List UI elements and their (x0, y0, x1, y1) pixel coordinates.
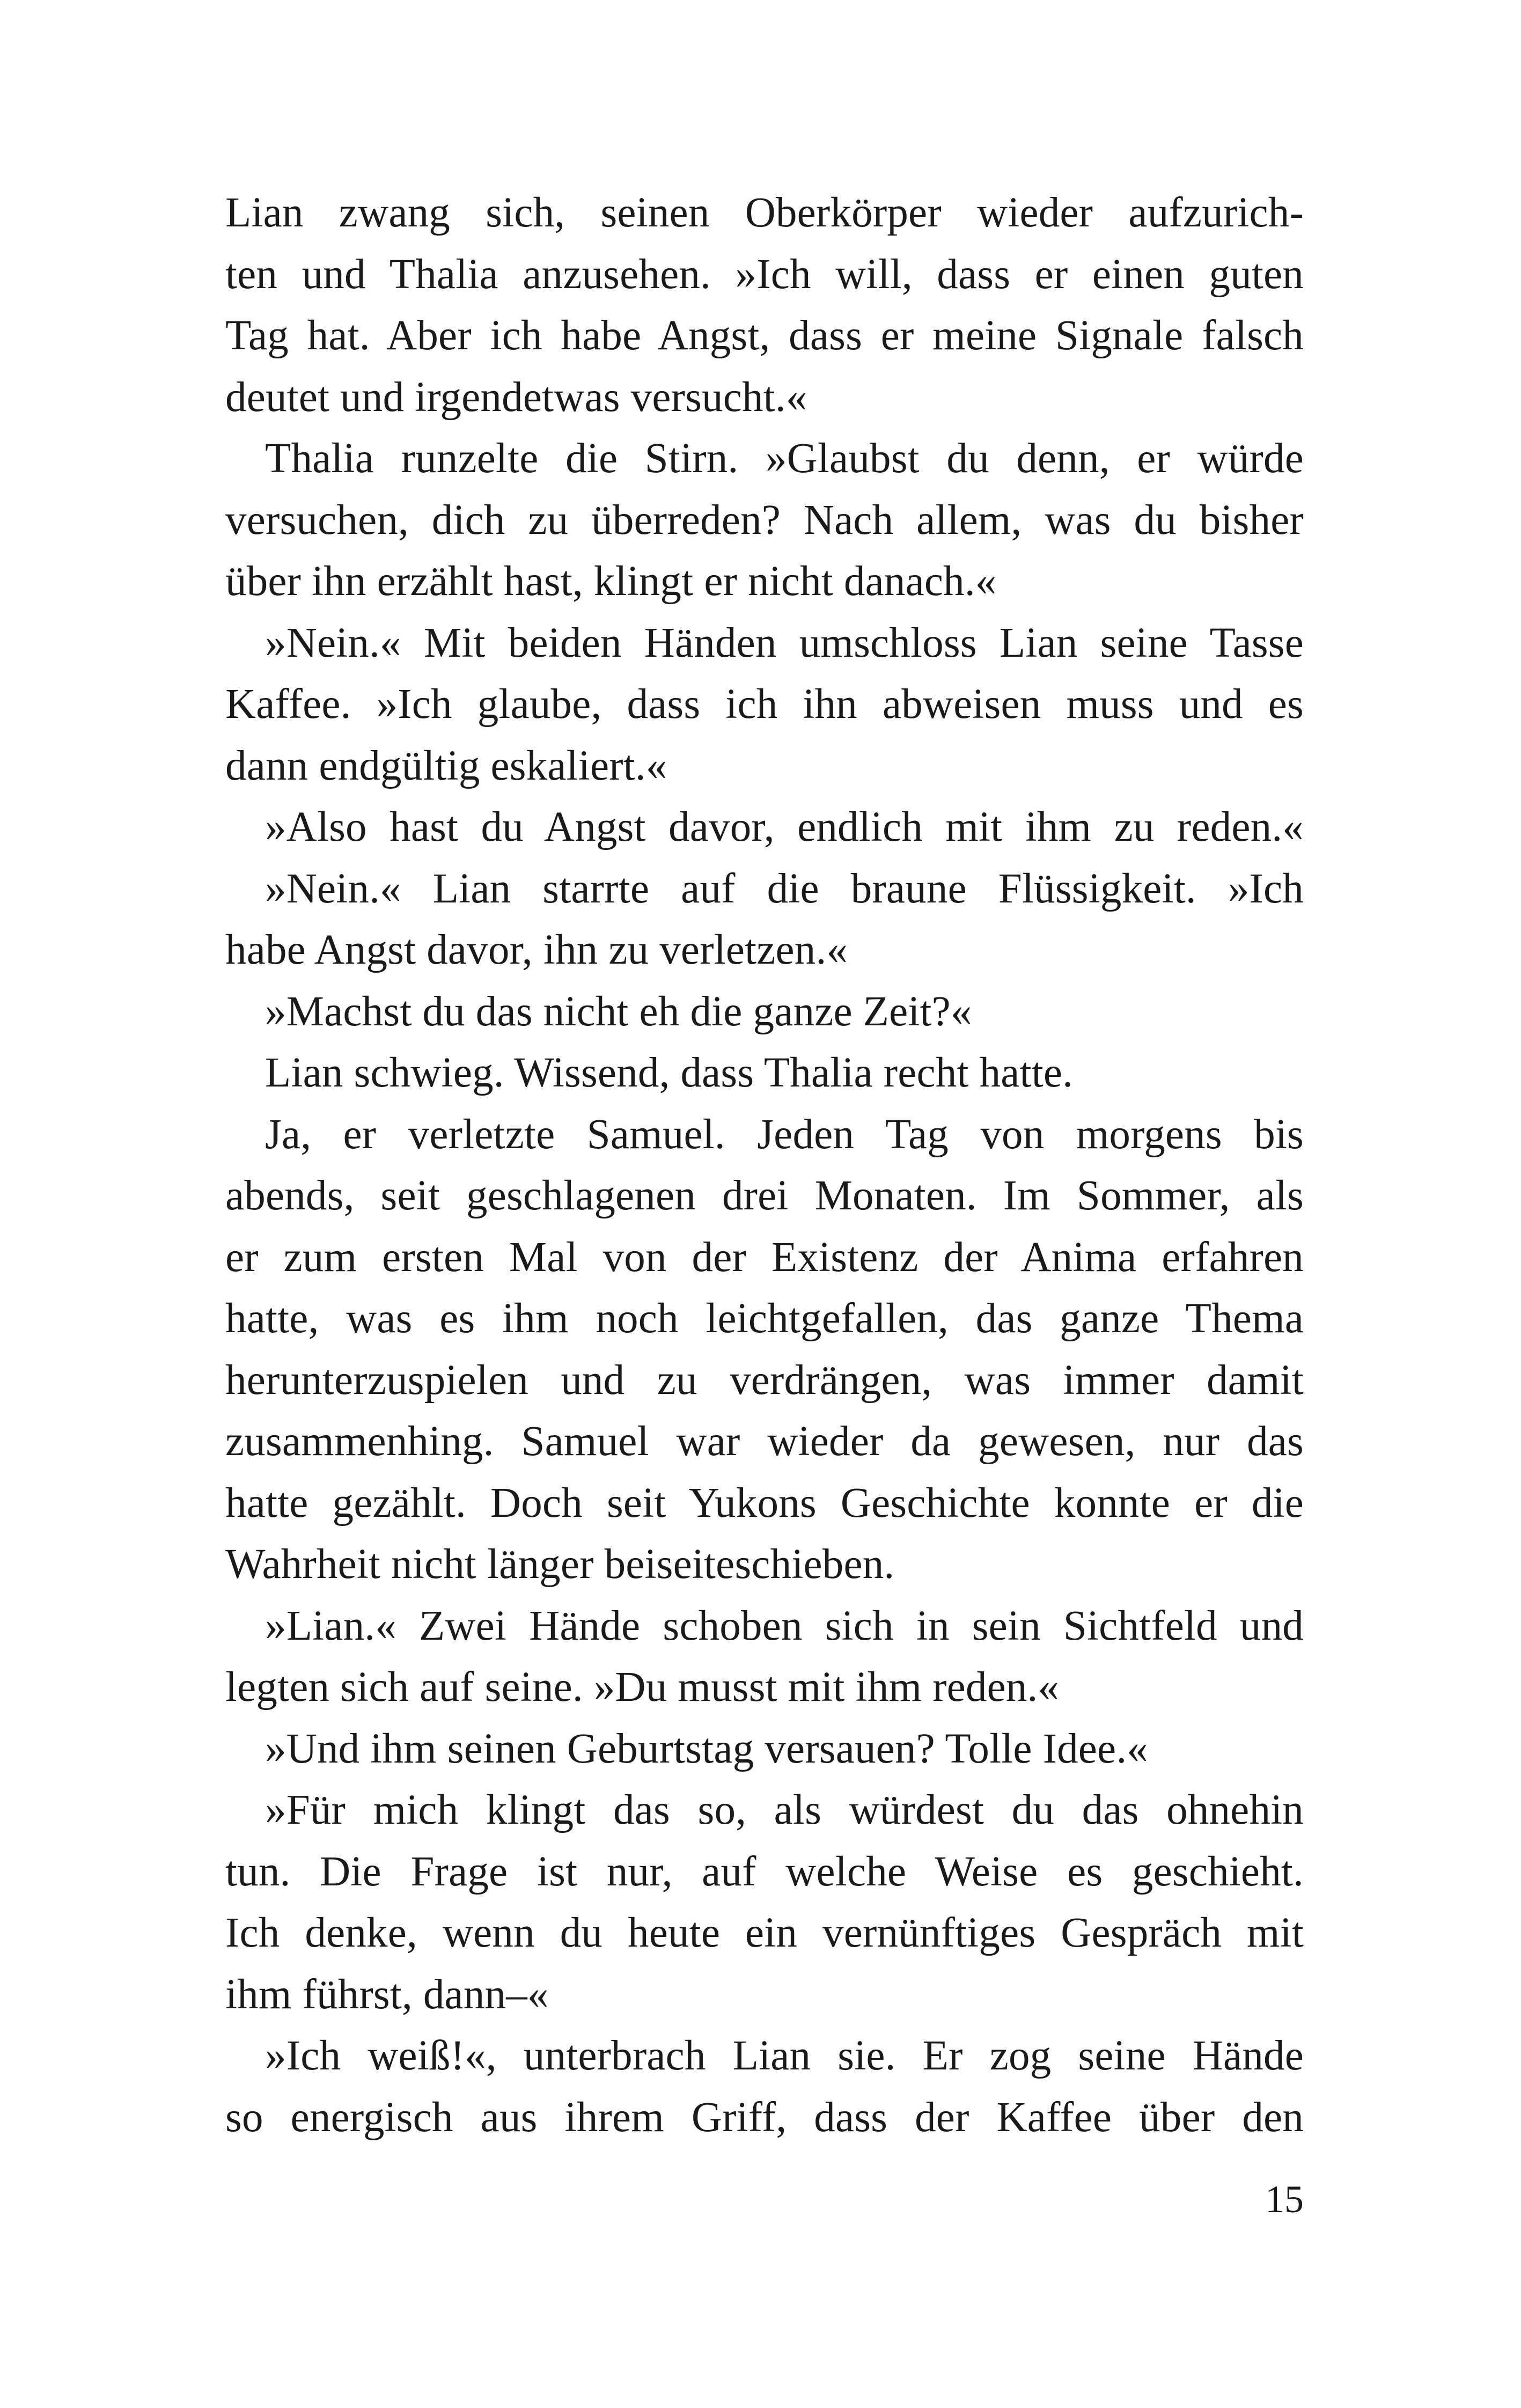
text-line: »Lian.« Zwei Hände schoben sich in sein Sichtfeld und (265, 1602, 1304, 1649)
text-line: tun. Die Frage ist nur, auf welche Weise es geschieht. (225, 1848, 1304, 1895)
text-line: herunterzuspielen und zu verdrängen, was immer damit (225, 1356, 1304, 1404)
text-line: zusammenhing. Samuel war wieder da gewesen, nur das (225, 1418, 1304, 1465)
text-line: hatte, was es ihm noch leichtgefallen, das ganze Thema (225, 1295, 1304, 1342)
text-line: »Ich weiß!«, unterbrach Lian sie. Er zog seine Hände (265, 2032, 1304, 2079)
text-line: ten und Thalia anzusehen. »Ich will, dass er einen guten (225, 251, 1304, 298)
text-line: Lian zwang sich, seinen Oberkörper wieder aufzurich- (225, 189, 1304, 236)
text-line: »Und ihm seinen Geburtstag versauen? Tolle Idee.« (265, 1725, 1148, 1772)
text-line: Tag hat. Aber ich habe Angst, dass er meine Signale falsch (225, 312, 1304, 359)
page-number: 15 (1265, 2178, 1304, 2221)
text-line: dann endgültig eskaliert.« (225, 742, 667, 789)
text-line: legten sich auf seine. »Du musst mit ihm reden.« (225, 1664, 1060, 1710)
text-line: habe Angst davor, ihn zu verletzen.« (225, 927, 848, 973)
text-line: »Nein.« Lian starrte auf die braune Flüssigkeit. »Ich (265, 865, 1304, 912)
text-line: deutet und irgendetwas versucht.« (225, 373, 807, 421)
text-line: Wahrheit nicht länger beiseiteschieben. (225, 1541, 895, 1588)
text-line: hatte gezählt. Doch seit Yukons Geschichte konnte er die (225, 1479, 1304, 1526)
text-line: über ihn erzählt hast, klingt er nicht danach.« (225, 558, 997, 605)
text-line: er zum ersten Mal von der Existenz der Anima erfahren (225, 1234, 1304, 1281)
text-line: ihm führst, dann–« (225, 1971, 549, 2018)
text-line: so energisch aus ihrem Griff, dass der Kaffee über den (225, 2094, 1304, 2141)
text-line: Ja, er verletzte Samuel. Jeden Tag von morgens bis (265, 1111, 1304, 1158)
text-line: Kaffee. »Ich glaube, dass ich ihn abweisen muss und es (225, 681, 1304, 728)
text-line: Thalia runzelte die Stirn. »Glaubst du denn, er würde (265, 435, 1304, 482)
text-line: Ich denke, wenn du heute ein vernünftiges Gespräch mit (225, 1910, 1304, 1956)
text-line: »Nein.« Mit beiden Händen umschloss Lian seine Tasse (265, 619, 1304, 666)
text-line: »Machst du das nicht eh die ganze Zeit?« (265, 988, 972, 1035)
text-line: versuchen, dich zu überreden? Nach allem, was du bisher (225, 496, 1304, 544)
text-line: Lian schwieg. Wissend, dass Thalia recht hatte. (265, 1049, 1074, 1096)
body-text (225, 182, 1304, 2148)
text-line: »Also hast du Angst davor, endlich mit ihm zu reden.« (265, 804, 1304, 850)
text-line: »Für mich klingt das so, als würdest du das ohnehin (265, 1787, 1304, 1833)
text-line: abends, seit geschlagenen drei Monaten. Im Sommer, als (225, 1172, 1304, 1219)
